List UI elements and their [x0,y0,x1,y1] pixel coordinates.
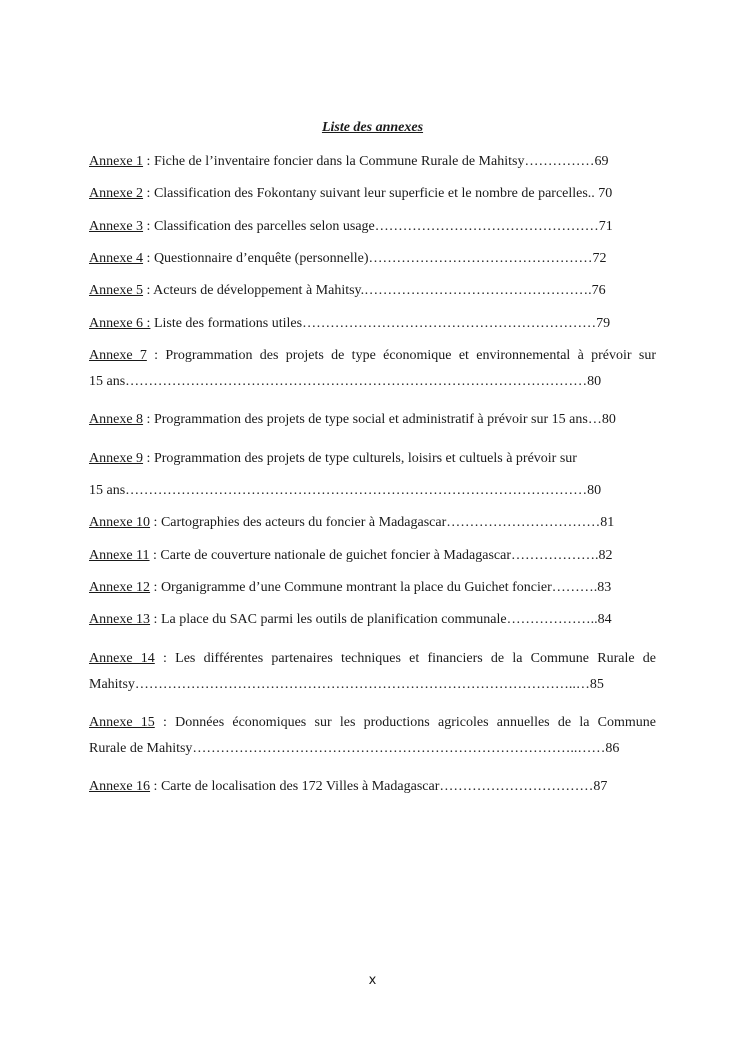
annex-entry-7 [89,347,656,365]
annex-separator: : [143,219,154,234]
annex-title: Carte de localisation des 172 Villes à Madagascar……………………………87 [160,779,608,794]
annex-separator: : [154,651,176,666]
annex-separator: : [150,612,161,627]
annex-label: Annexe 6 : [89,316,151,331]
annex-separator: : [143,154,154,169]
annex-title: Données économiques sur les productions agricoles annuelles de la Commune [175,715,656,730]
annex-separator: : [143,186,154,201]
annex-label: Annexe 14 [89,651,155,666]
annex-separator: : [143,283,154,298]
annex-label: Annexe 8 [89,412,144,427]
annex-separator: : [150,515,161,530]
annex-label: Annexe 9 [89,451,144,466]
annex-entry-1 [89,153,656,171]
annex-label: Annexe 5 [89,283,144,298]
annex-title: La place du SAC parmi les outils de planification communale………………..84 [160,612,612,627]
annex-entry-2 [89,185,656,203]
annex-separator: : [143,412,154,427]
annex-title: Carte de couverture nationale de guichet foncier à Madagascar……………….82 [160,548,613,563]
annex-entry-16 [89,778,656,796]
annex-label: Annexe 2 [89,186,144,201]
annex-entry-6 [89,315,656,333]
annex-title: Les différentes partenaires techniques et financiers de la Commune Rurale de [175,651,656,666]
annex-separator: : [149,548,161,563]
annex-label: Annexe 1 [89,154,144,169]
annex-entry-15-continuation: Rurale de Mahitsy………………………………………………………………………..……86 [89,741,620,756]
annex-entry-5 [89,282,656,300]
annex-entry-13 [89,611,656,629]
annex-label: Annexe 7 [89,348,147,363]
annex-separator: : [154,715,176,730]
annex-entry-14-continuation: Mahitsy…………………………………………………………………………………..…85 [89,677,604,692]
annex-entry-14 [89,650,656,668]
annex-entry-9-continuation: 15 ans………………………………………………………………………………………80 [89,483,602,498]
annex-entry-7-continuation: 15 ans………………………………………………………………………………………80 [89,374,602,389]
annex-entry-4 [89,250,656,268]
annex-separator: : [143,251,154,266]
annex-separator: : [146,348,166,363]
annex-title: Organigramme d’une Commune montrant la place du Guichet foncier……….83 [160,580,612,595]
annex-separator: : [143,451,154,466]
annex-entry-8 [89,411,656,429]
annex-separator: : [150,580,161,595]
annex-label: Annexe 10 [89,515,151,530]
annex-entry-3 [89,218,656,236]
annex-label: Annexe 4 [89,251,144,266]
annex-label: Annexe 11 [89,548,150,563]
annex-label: Annexe 12 [89,580,151,595]
annex-title: Programmation des projets de type social et administratif à prévoir sur 15 ans…80 [153,412,616,427]
annex-label: Annexe 13 [89,612,151,627]
annex-label: Annexe 3 [89,219,144,234]
annex-separator: : [150,779,161,794]
annex-entry-9 [89,450,656,468]
annex-title: Classification des parcelles selon usage…………………………………………71 [153,219,613,234]
annex-title: Programmation des projets de type économique et environnemental à prévoir sur [165,348,656,363]
annex-title: Fiche de l’inventaire foncier dans la Commune Rurale de Mahitsy……………69 [153,154,609,169]
annex-title: Cartographies des acteurs du foncier à Madagascar……………………………81 [160,515,615,530]
page-number: x [368,973,377,988]
annex-entry-12 [89,579,656,597]
annex-title: Questionnaire d’enquête (personnelle)…………………………………………72 [153,251,607,266]
annex-label: Annexe 15 [89,715,155,730]
annex-entry-15 [89,714,656,732]
annex-entry-10 [89,514,656,532]
annex-title: Classification des Fokontany suivant leur superficie et le nombre de parcelles.. 70 [153,186,613,201]
annex-label: Annexe 16 [89,779,151,794]
page-title: Liste des annexes [321,120,424,135]
annex-title: Liste des formations utiles………………………………………………………79 [153,316,611,331]
annex-entry-11 [89,547,656,565]
annex-title: Acteurs de développement à Mahitsy.………………………………………….76 [153,283,606,298]
annex-title: Programmation des projets de type culturels, loisirs et cultuels à prévoir sur [153,451,577,466]
